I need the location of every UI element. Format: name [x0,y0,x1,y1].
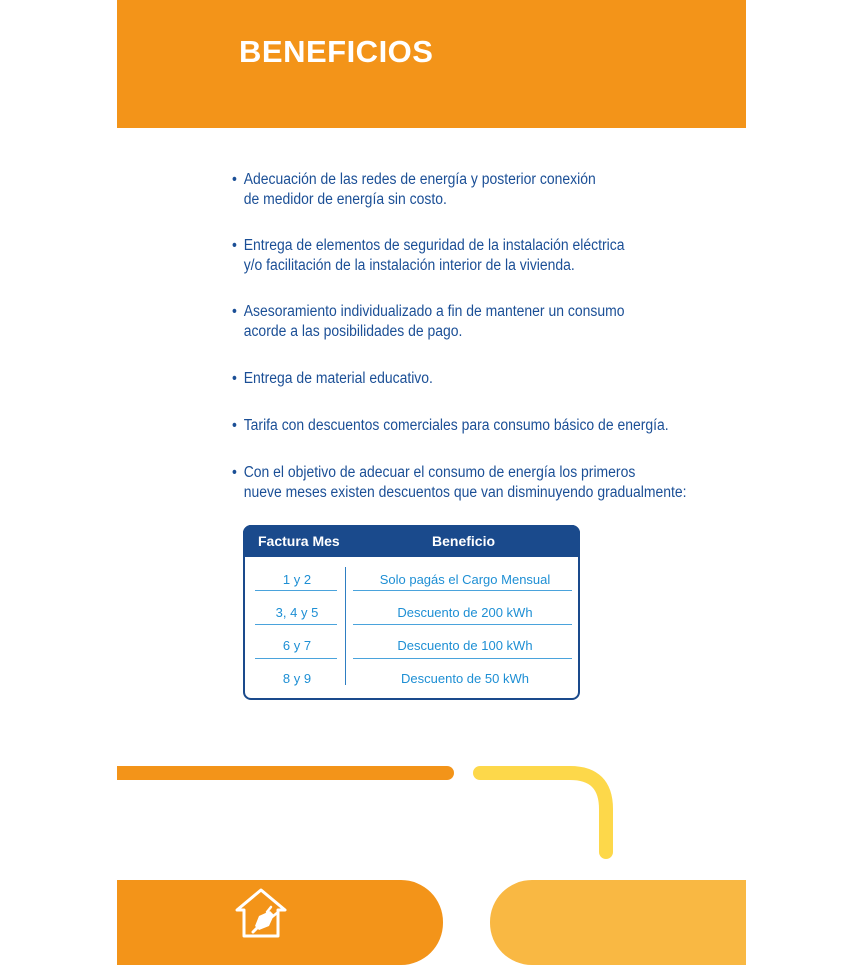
table-cell-month: 8 y 9 [282,671,312,686]
footer-light-pill [490,880,746,965]
row-divider [255,624,337,625]
bullet-icon: • [232,464,237,481]
house-plug-icon [233,886,289,940]
bullet-icon: • [232,237,237,254]
row-divider [353,590,572,591]
bullet-icon: • [232,417,237,434]
list-item: • Entrega de elementos de seguridad de la instalación eléctrica y/o facilitación de la instalación interior de la vivienda. [232,237,625,274]
row-divider [255,590,337,591]
decorative-orange-bar [117,766,454,780]
list-item: • Tarifa con descuentos comerciales para consumo básico de energía. [232,417,669,434]
list-item: • Adecuación de las redes de energía y posterior conexión de medidor de energía sin costo. [232,171,596,208]
table-cell-month: 6 y 7 [282,638,312,653]
table-cell-benefit: Descuento de 100 kWh [397,638,533,653]
row-divider [353,658,572,659]
header-banner [117,0,746,128]
table-cell-benefit: Descuento de 200 kWh [397,605,533,620]
benefits-list [232,170,702,503]
decorative-yellow-curve [470,762,620,862]
table-cell-benefit: Descuento de 50 kWh [401,671,529,686]
row-divider [255,658,337,659]
column-header-beneficio: Beneficio [432,533,496,549]
list-item: • Entrega de material educativo. [232,370,433,387]
bullet-icon: • [232,171,237,188]
page-title: BENEFICIOS [239,34,434,69]
column-header-factura-mes: Factura Mes [258,533,340,549]
list-item: • Con el objetivo de adecuar el consumo de energía los primeros nueve meses existen descuentos que van disminuyendo gradualmente: [232,464,687,501]
column-divider [345,567,346,685]
table-cell-month: 1 y 2 [282,572,312,587]
bullet-icon: • [232,370,237,387]
table-cell-benefit: Solo pagás el Cargo Mensual [379,572,551,587]
row-divider [353,624,572,625]
list-item: • Asesoramiento individualizado a fin de mantener un consumo acorde a las posibilidades de pago. [232,303,625,340]
table-cell-month: 3, 4 y 5 [275,605,319,620]
bullet-icon: • [232,303,237,320]
